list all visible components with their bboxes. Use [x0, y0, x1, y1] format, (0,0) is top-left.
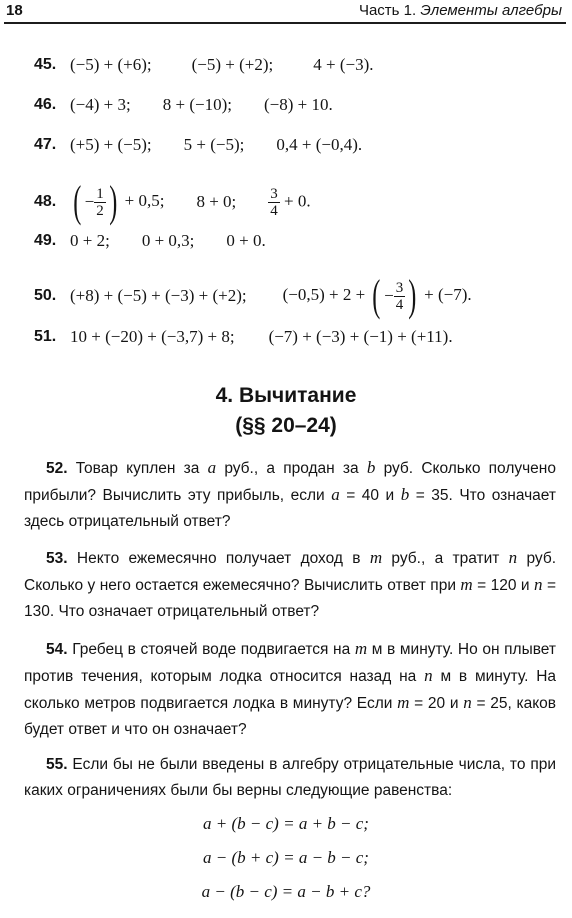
- expression: ( − $\frac{1}{2}$ ) + 0,5;: [73, 177, 165, 226]
- problem-55: 55. Если бы не были введены в алгебру отрицательные числа, то при каких ограничениях были бы верны следующие равенства:: [24, 756, 556, 799]
- equation: a + (b − c) = a + b − c;: [203, 814, 369, 833]
- problem-52: 52. Товар куплен за a руб., а продан за b руб. Сколько получено прибыли? Вычислить эту прибыль, если a = 40 и b = 35. Что означает здесь отрицательный ответ?: [24, 458, 556, 530]
- expression: 5 + (−5);: [183, 135, 245, 155]
- page-header: [0, 0, 572, 26]
- expression: (−5) + (+6);: [70, 55, 152, 75]
- section-subtitle: (§§ 20–24): [235, 414, 337, 437]
- fraction: $\frac{3}{4}$: [395, 279, 404, 313]
- exercise-number: 48.: [34, 192, 57, 210]
- section-title: 4. Вычитание: [215, 384, 357, 407]
- expression: $\frac{3}{4}$ + 0.: [270, 185, 311, 219]
- header-rule: [4, 22, 566, 24]
- expression: 0 + 0.: [226, 231, 266, 251]
- part-label: Часть 1.: [358, 2, 417, 19]
- exercise-number: 51.: [34, 328, 57, 345]
- exercise-number: 45.: [34, 56, 57, 73]
- fraction: $\frac{3}{4}$: [270, 185, 278, 219]
- exercise-46: [34, 92, 365, 116]
- exercise-number: 50.: [34, 286, 57, 304]
- exercise-47: [34, 132, 394, 156]
- exercise-number: 47.: [34, 136, 57, 153]
- problem-53: 53. Некто ежемесячно получает доход в m руб., а тратит n руб. Сколько у него остается ежемесячно? Вычислить ответ при m = 120 и n = 130. Что означает отрицательный ответ?: [24, 548, 557, 620]
- exercise-48: [34, 177, 343, 226]
- expression: (−8) + 10.: [263, 95, 333, 115]
- expression: (+5) + (−5);: [70, 135, 152, 155]
- page-number: 18: [6, 2, 23, 19]
- expression: (−7) + (−3) + (−1) + (+11).: [268, 327, 453, 347]
- expression: (−0,5) + 2 + ( − $\frac{3}{4}$ ) + (−7).: [282, 271, 472, 320]
- equation: a − (b − c) = a − b + c?: [201, 882, 371, 901]
- problem-number: 55.: [46, 756, 68, 773]
- exercise-51: [34, 324, 453, 348]
- expression: 10 + (−20) + (−3,7) + 8;: [70, 327, 235, 347]
- fraction: $\frac{1}{2}$: [96, 185, 104, 219]
- exercise-49: [34, 228, 298, 252]
- exercise-number: 49.: [34, 232, 57, 249]
- equation: a − (b + c) = a − b − c;: [203, 848, 369, 867]
- exercise-50: [34, 271, 472, 320]
- expression: (−5) + (+2);: [191, 55, 274, 75]
- problem-number: 53.: [46, 550, 68, 567]
- expression: 0 + 0,3;: [141, 231, 195, 251]
- expression: 8 + 0;: [196, 192, 237, 211]
- expression: 8 + (−10);: [162, 95, 232, 115]
- part-title: Элементы алгебры: [420, 2, 562, 19]
- expression: 0,4 + (−0,4).: [276, 135, 363, 155]
- expression: (−4) + 3;: [70, 95, 131, 115]
- exercise-45: [34, 52, 406, 76]
- expression: 0 + 2;: [70, 231, 110, 251]
- problem-54: 54. Гребец в стоячей воде подвигается на m м в минуту. Но он плывет против течения, которым лодка относится назад на n м в минуту. На сколько метров подвигается лодка в минуту? Если m = 20 и n = 25, каков будет ответ и что он означает?: [24, 639, 557, 738]
- running-title: [359, 2, 562, 19]
- problem-number: 54.: [46, 641, 68, 658]
- exercise-number: 46.: [34, 96, 57, 113]
- expression: 4 + (−3).: [313, 55, 374, 75]
- expression: (+8) + (−5) + (−3) + (+2);: [70, 286, 247, 305]
- problem-number: 52.: [46, 460, 68, 477]
